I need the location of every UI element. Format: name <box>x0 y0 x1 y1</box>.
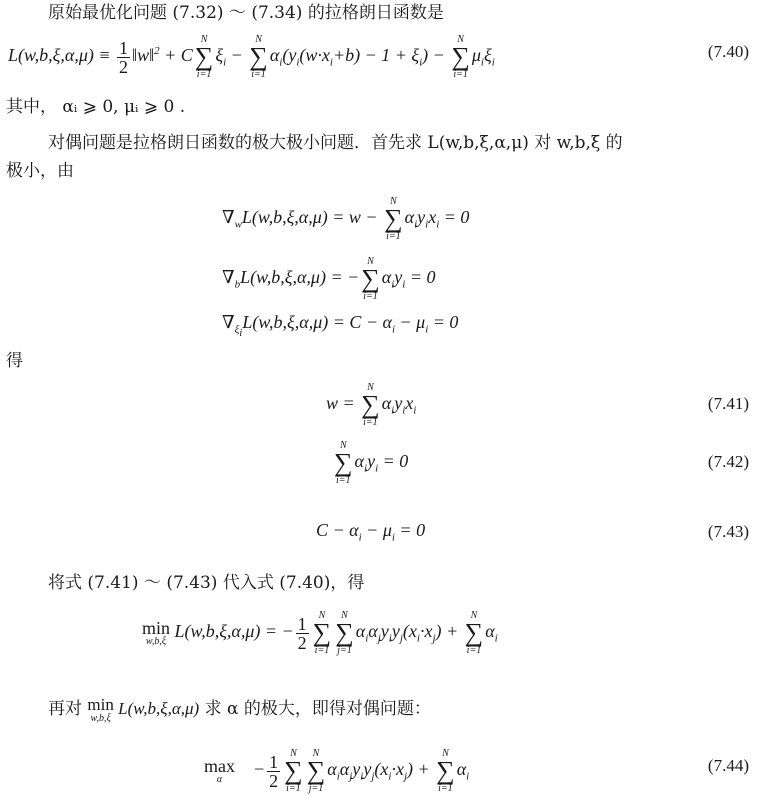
paragraph-dual-cont: 极小，由 <box>6 161 74 181</box>
equation-7-40: L(w,b,ξ,α,μ) ≡ $\frac{1}{2}$ ‖w‖$^2$ + C N ∑ i=1 $\xi_i$ − N ∑ i=1 $\alpha_i(y_i(w\cdot x_i+b) - 1 + \xi_i)$ − N ∑ i=1 $\mu_i\xi_i$ (7.40) <box>8 34 749 80</box>
equation-number-7-40: (7.40) <box>707 42 749 61</box>
equation-7-43: $C - \alpha_i - \mu_i = 0$ (7.43) <box>316 520 749 544</box>
equation-7-42: N ∑ i=1 $\alpha_iy_i = 0$ (7.42) <box>334 440 749 486</box>
paragraph-get: 得 <box>6 351 23 371</box>
paragraph-maximize-suffix: 求 α 的极大，即得对偶问题： <box>204 698 431 719</box>
paragraph-intro: 原始最优化问题 (7.32) ～ (7.34) 的拉格朗日函数是 <box>48 3 444 23</box>
equation-7-44: max α − $\frac{1}{2}$ N ∑ i=1 N ∑ j=1 $\alpha_i\alpha_jy_iy_j(x_i\cdot x_j)$ + N ∑ i=1 $\alpha_i$ (7.44) <box>204 748 749 794</box>
paragraph-conditions: 其中， αᵢ ⩾ 0, μᵢ ⩾ 0 . <box>6 97 186 117</box>
paragraph-substitute: 将式 (7.41) ～ (7.43) 代入式 (7.40)，得 <box>48 573 365 593</box>
equation-min-lagrangian: min w,b,ξ L(w,b,ξ,α,μ) = − $\frac{1}{2}$ N ∑ i=1 N ∑ j=1 $\alpha_i\alpha_jy_iy_j(x_i\cdot x_j)$ + N ∑ i=1 $\alpha_i$ <box>142 610 498 656</box>
paragraph-maximize: 再对 min w,b,ξ L(w,b,ξ,α,μ) 求 α 的极大，即得对偶问题： <box>48 695 431 724</box>
equation-number-7-43: (7.43) <box>707 522 749 541</box>
equation-grad-b: $\nabla_bL(w,b,\xi,\alpha,\mu)$ = − N ∑ i=1 $\alpha_iy_i = 0$ <box>222 256 436 302</box>
equation-grad-w: $\nabla_wL(w,b,\xi,\alpha,\mu) = w$ − N ∑ i=1 $\alpha_iy_ix_i = 0$ <box>222 196 470 242</box>
equation-number-7-42: (7.42) <box>707 452 749 471</box>
equation-number-7-41: (7.41) <box>707 394 749 413</box>
paragraph-dual: 对偶问题是拉格朗日函数的极大极小问题．首先求 L(w,b,ξ,α,μ) 对 w,b,ξ 的 <box>48 133 623 153</box>
equation-grad-xi: $\nabla_{\xi_i}L(w,b,\xi,\alpha,\mu) = C - \alpha_i - \mu_i = 0$ <box>222 312 459 339</box>
equation-number-7-44: (7.44) <box>707 756 749 775</box>
equation-7-41: w = N ∑ i=1 $\alpha_iy_ix_i$ (7.41) <box>326 382 749 428</box>
paragraph-maximize-prefix: 再对 <box>48 698 82 719</box>
